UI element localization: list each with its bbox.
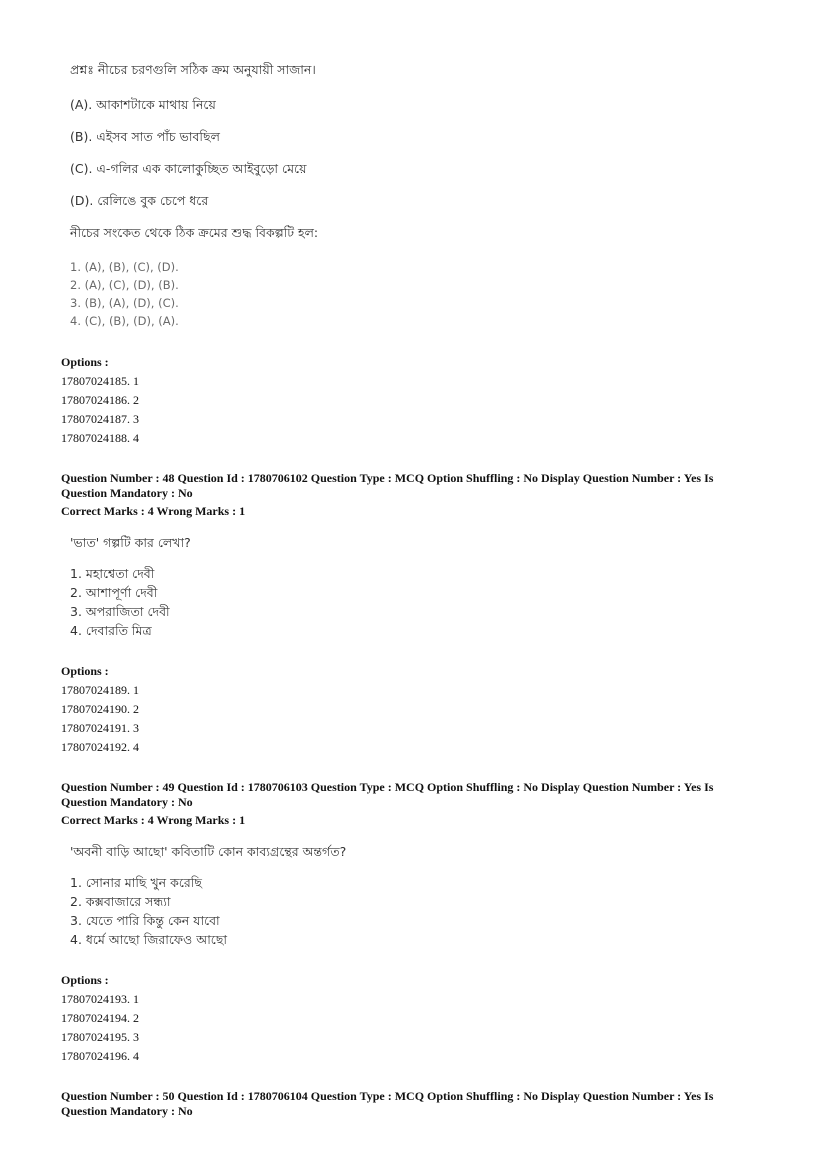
q49-choice-2: 2. কক্সবাজারে সন্ধ্যা xyxy=(70,894,171,909)
q47-choice-1: 1. (A), (B), (C), (D). xyxy=(70,260,179,274)
q48-header xyxy=(61,471,761,519)
q48-meta-line2: Question Mandatory : No xyxy=(61,486,193,500)
q48-options-label: Options : xyxy=(61,664,109,678)
q48-meta-line1: Question Number : 48 Question Id : 1780706102 Question Type : MCQ Option Shuffling : No Display Question Number : Yes Is xyxy=(61,471,714,485)
q48-choice-2: 2. আশাপূর্ণা দেবী xyxy=(70,585,158,600)
q49-marks: Correct Marks : 4 Wrong Marks : 1 xyxy=(61,813,246,827)
q49-option-2: 17807024194. 2 xyxy=(61,1011,139,1025)
q47-option-4: 17807024188. 4 xyxy=(61,431,139,445)
q49-prompt: 'অবনী বাড়ি আছো' কবিতাটি কোন কাব্যগ্রন্থের অন্তর্গত? xyxy=(70,844,347,859)
q48-option-2: 17807024190. 2 xyxy=(61,702,139,716)
q49-choice-3: 3. যেতে পারি কিন্তু কেন যাবো xyxy=(70,913,220,928)
q47-options-label: Options : xyxy=(61,355,109,369)
q47-line-c: (C). এ-গলির এক কালোকুচ্ছিত আইবুড়ো মেয়ে xyxy=(70,161,307,176)
q48-prompt: 'ভাত' গল্পটি কার লেখা? xyxy=(70,535,191,550)
q50-meta-line2: Question Mandatory : No xyxy=(61,1104,193,1118)
q47-line-d: (D). রেলিঙে বুক চেপে ধরে xyxy=(70,193,209,208)
q48-marks: Correct Marks : 4 Wrong Marks : 1 xyxy=(61,504,246,518)
q49-meta-line1: Question Number : 49 Question Id : 1780706103 Question Type : MCQ Option Shuffling : No Display Question Number : Yes Is xyxy=(61,780,714,794)
q49-option-3: 17807024195. 3 xyxy=(61,1030,139,1044)
q47-instruction: নীচের সংকেত থেকে ঠিক ক্রমের শুদ্ধ বিকল্পটি হল: xyxy=(70,225,319,240)
q48-choice-3: 3. অপরাজিতা দেবী xyxy=(70,604,170,619)
q49-options-label: Options : xyxy=(61,973,109,987)
q49-choice-4: 4. ধর্মে আছো জিরাফেও আছো xyxy=(70,932,228,947)
q48-option-3: 17807024191. 3 xyxy=(61,721,139,735)
q47-choice-3: 3. (B), (A), (D), (C). xyxy=(70,296,179,310)
q49-header xyxy=(61,780,761,828)
q49-choice-1: 1. সোনার মাছি খুন করেছি xyxy=(70,875,202,890)
q47-option-2: 17807024186. 2 xyxy=(61,393,139,407)
q48-choice-4: 4. দেবারতি মিত্র xyxy=(70,623,152,638)
q47-choice-2: 2. (A), (C), (D), (B). xyxy=(70,278,179,292)
q49-option-4: 17807024196. 4 xyxy=(61,1049,139,1063)
q47-line-b: (B). এইসব সাত পাঁচ ভাবছিল xyxy=(70,129,220,144)
q48-option-1: 17807024189. 1 xyxy=(61,683,139,697)
q48-choice-1: 1. মহাশ্বেতা দেবী xyxy=(70,566,155,581)
q47-line-a: (A). আকাশটাকে মাথায় নিয়ে xyxy=(70,97,216,112)
q49-meta-line2: Question Mandatory : No xyxy=(61,795,193,809)
q47-option-3: 17807024187. 3 xyxy=(61,412,139,426)
q49-option-1: 17807024193. 1 xyxy=(61,992,139,1006)
q50-header xyxy=(61,1089,761,1119)
q47-choice-4: 4. (C), (B), (D), (A). xyxy=(70,314,179,328)
q47-prompt: প্রশ্নঃ নীচের চরণগুলি সঠিক ক্রম অনুযায়ী সাজান। xyxy=(70,62,316,77)
q47-option-1: 17807024185. 1 xyxy=(61,374,139,388)
q50-meta-line1: Question Number : 50 Question Id : 1780706104 Question Type : MCQ Option Shuffling : No Display Question Number : Yes Is xyxy=(61,1089,714,1103)
q48-option-4: 17807024192. 4 xyxy=(61,740,139,754)
